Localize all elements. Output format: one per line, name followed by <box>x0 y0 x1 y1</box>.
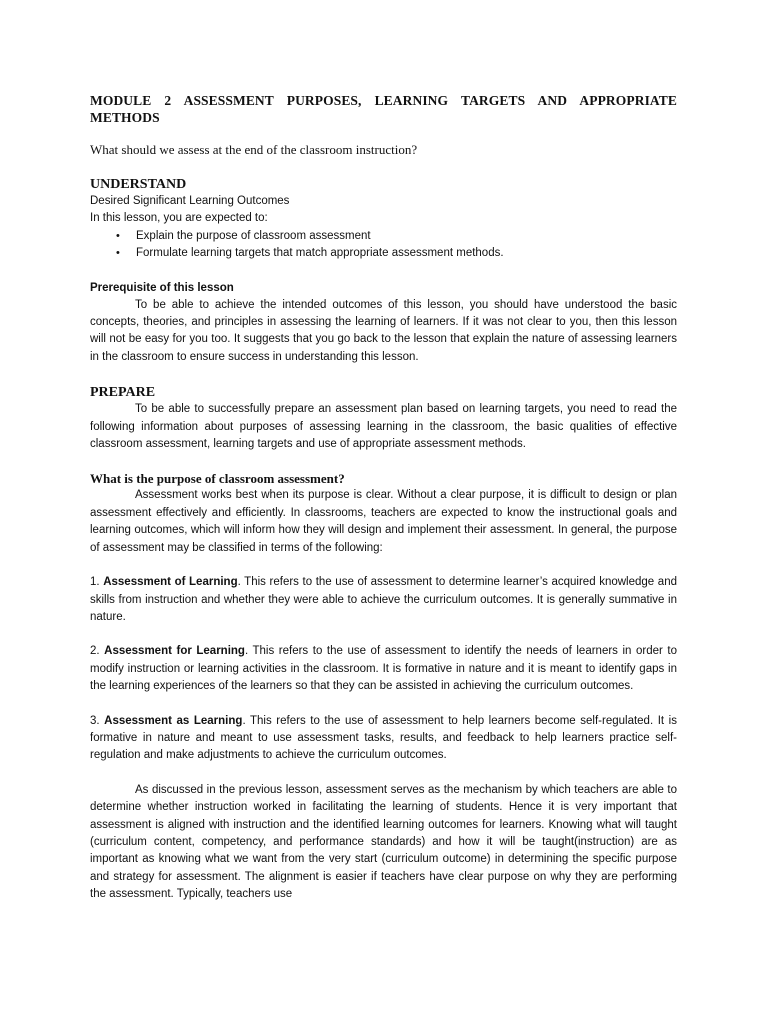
module-title: MODULE 2 ASSESSMENT PURPOSES, LEARNING TARGETS AND APPROPRIATE METHODS <box>90 93 677 125</box>
understand-heading: UNDERSTAND <box>90 177 187 192</box>
prerequisite-paragraph: To be able to achieve the intended outcomes of this lesson, you should have understood the basic concepts, theories, and principles in assessing the learning of learners. If it was not clear to you, then this lesson will not be easy for you too. It suggests that you go back to the lesson that explain the nature of assessing learners in the classroom to ensure success in understanding this lesson. <box>90 298 677 363</box>
list-item <box>116 228 677 245</box>
assessment-item-3 <box>90 713 677 765</box>
prepare-heading: PREPARE <box>90 385 156 401</box>
prerequisite-heading: Prerequisite of this lesson <box>90 281 234 294</box>
purpose-paragraph: Assessment works best when its purpose is clear. Without a clear purpose, it is difficult to design or plan assessment effectively and efficiently. In classrooms, teachers are expected to know the instructional goals and learning outcomes, which will inform how they will design and implement their assessment. In general, the purpose of assessment may be classified in terms of the following: <box>90 489 677 554</box>
item-number: 2. <box>90 645 100 658</box>
purpose-heading: What is the purpose of classroom assessment? <box>90 471 345 487</box>
objective-text: Explain the purpose of classroom assessment <box>136 229 371 242</box>
document-page <box>90 92 677 904</box>
item-description: . This refers to the use of assessment to help learners become self-regulated. It is formative in nature and meant to use assessment tasks, results, and feedback to help learners practice self-regulation and make adjustments to achieve the curriculum outcomes. <box>90 714 677 762</box>
item-term: Assessment for Learning <box>104 645 245 658</box>
item-description: . This refers to the use of assessment to identify the needs of learners in order to modify instruction or learning activities in the classroom. It is formative in nature and it is meant to identify gaps in the learning experiences of the learners so that they can be assisted in achieving the curriculum outcomes. <box>90 645 678 693</box>
bullet-icon: • <box>116 247 120 260</box>
lesson-expectation-intro: In this lesson, you are expected to: <box>90 212 268 225</box>
learning-outcomes-label: Desired Significant Learning Outcomes <box>90 195 290 207</box>
item-description: . This refers to the use of assessment to determine learner’s acquired knowledge and skills from instruction and whether they were able to achieve the curriculum outcomes. It is generally summative in nature. <box>90 576 677 623</box>
closing-paragraph: As discussed in the previous lesson, assessment serves as the mechanism by which teachers are able to determine whether instruction worked in facilitating the learning of students. Hence it is very important that assessment is aligned with instruction and the identified learning outcomes for learners. Knowing what will taught (curriculum content, competency, and performance standards) and how it will be taught(instruction) are as important as knowing what we want from the very start (curriculum outcome) in determining the specific purpose and strategy for assessment. The alignment is easier if teachers have clear purpose on why they are performing the assessment. Typically, teachers use <box>90 783 677 901</box>
item-number: 3. <box>90 714 100 727</box>
assessment-item-2 <box>90 643 677 695</box>
prepare-paragraph: To be able to successfully prepare an assessment plan based on learning targets, you need to read the following information about purposes of assessing learning in the classroom, the basic qualities of effective classroom assessment, learning targets and use of appropriate assessment methods. <box>90 403 677 451</box>
item-term: Assessment of Learning <box>103 576 238 589</box>
objectives-list <box>90 228 677 263</box>
item-term: Assessment as Learning <box>104 714 243 727</box>
assessment-item-1 <box>90 574 677 626</box>
list-item <box>116 245 677 262</box>
objective-text: Formulate learning targets that match appropriate assessment methods. <box>136 247 504 260</box>
guiding-question: What should we assess at the end of the classroom instruction? <box>90 142 418 157</box>
bullet-icon: • <box>116 229 120 242</box>
item-number: 1. <box>90 576 100 589</box>
